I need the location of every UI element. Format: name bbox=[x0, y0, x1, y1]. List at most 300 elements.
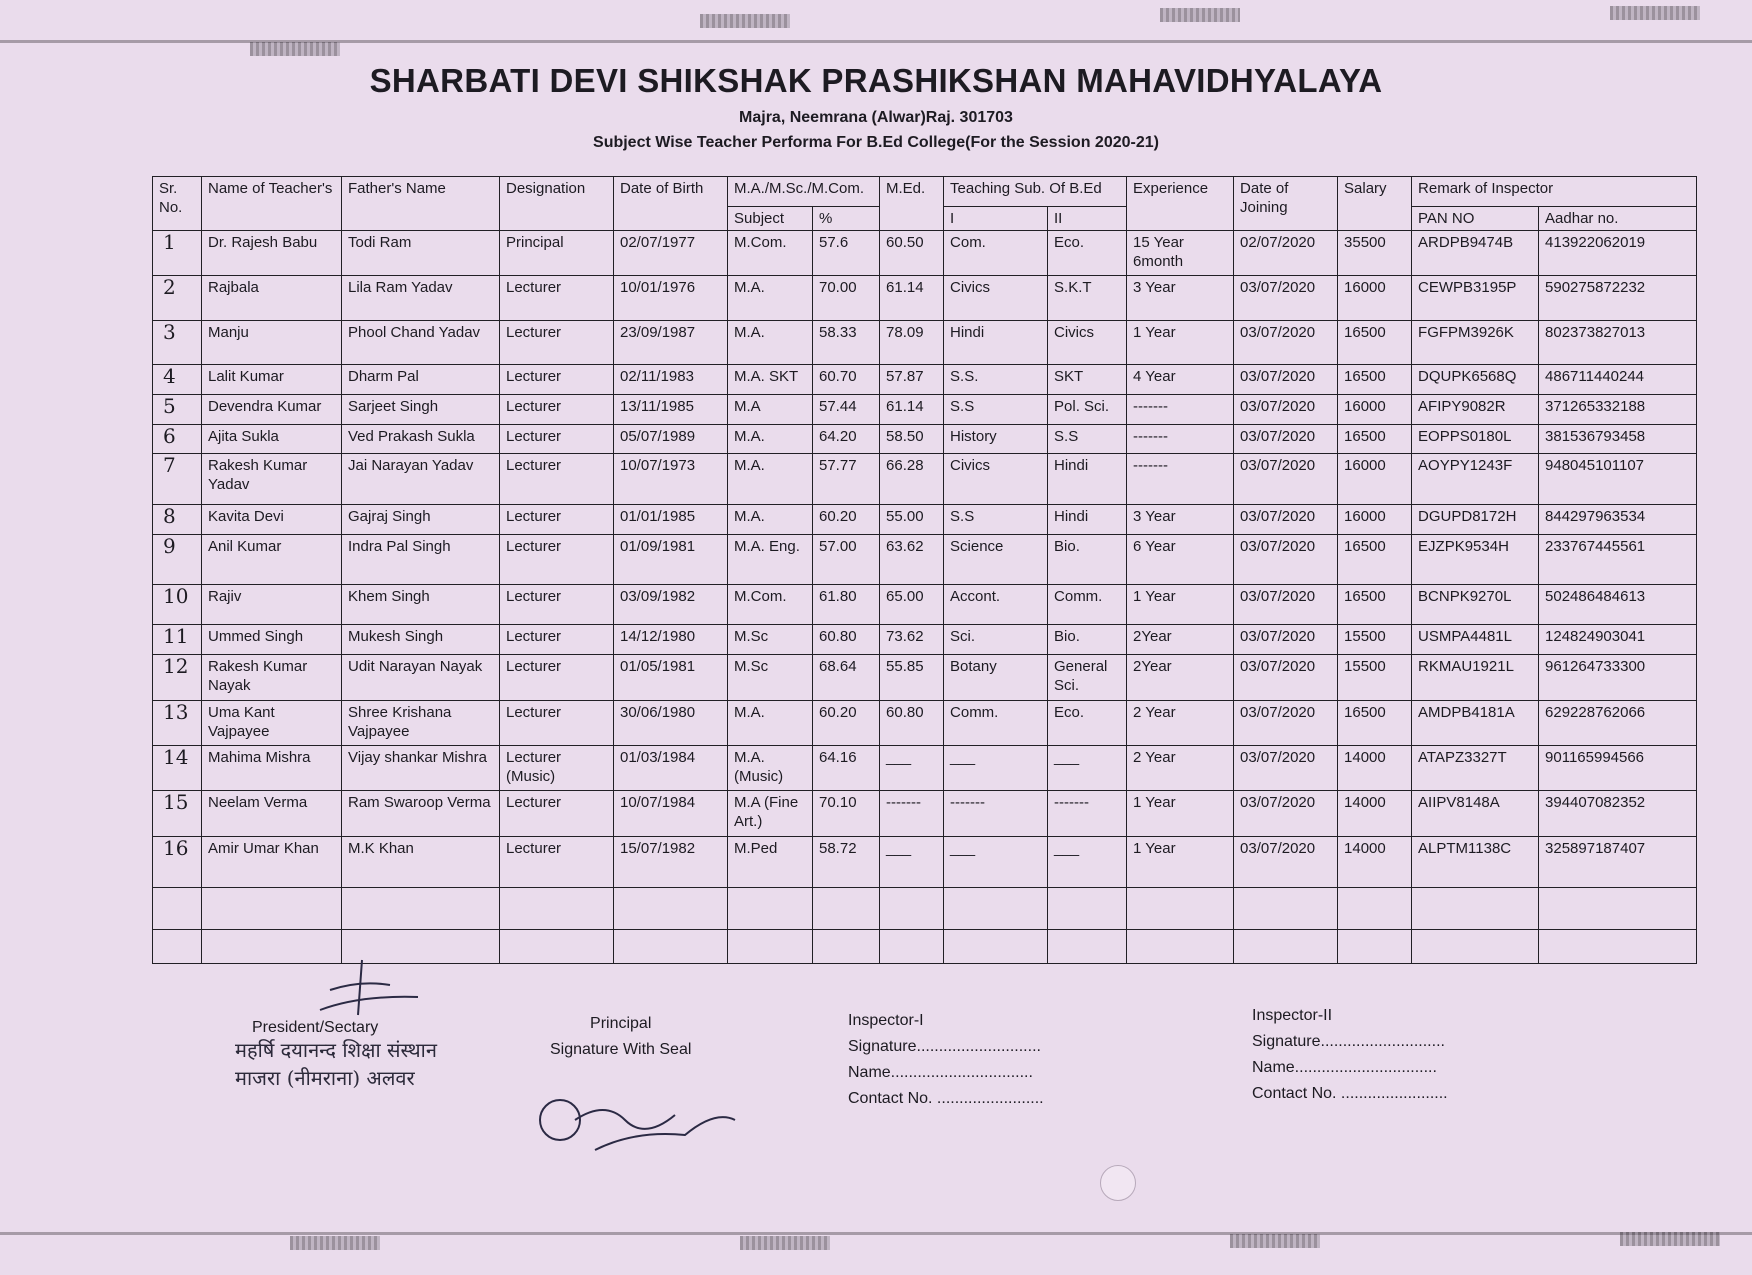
scan-smudge bbox=[1620, 1232, 1720, 1246]
pan-cell: RKMAU1921L bbox=[1412, 655, 1539, 700]
father-name-cell: M.K Khan bbox=[342, 836, 500, 887]
sr-cell: 4 bbox=[153, 365, 202, 395]
teaching-2-cell: Comm. bbox=[1048, 585, 1127, 625]
aadhar-cell: 901165994566 bbox=[1539, 746, 1697, 791]
teacher-name-cell: Ajita Sukla bbox=[202, 424, 342, 454]
inspector-1-title: Inspector-I bbox=[848, 1012, 924, 1029]
sr-cell: 7 bbox=[153, 454, 202, 505]
empty-cell bbox=[1234, 930, 1338, 964]
father-name-cell: Todi Ram bbox=[342, 231, 500, 276]
teaching-2-cell: Hindi bbox=[1048, 454, 1127, 505]
salary-cell: 14000 bbox=[1338, 791, 1412, 836]
teaching-1-cell: Comm. bbox=[944, 700, 1048, 745]
header-ma-percent: % bbox=[813, 207, 880, 231]
designation-cell: Lecturer bbox=[500, 504, 614, 534]
header-med: M.Ed. bbox=[880, 177, 944, 231]
father-name-cell: Ved Prakash Sukla bbox=[342, 424, 500, 454]
empty-cell bbox=[614, 887, 728, 929]
teaching-2-cell: Bio. bbox=[1048, 625, 1127, 655]
empty-cell bbox=[1048, 930, 1127, 964]
med-cell: 65.00 bbox=[880, 585, 944, 625]
empty-cell bbox=[880, 887, 944, 929]
med-cell: ___ bbox=[880, 746, 944, 791]
salary-cell: 14000 bbox=[1338, 746, 1412, 791]
scan-bottom-edge bbox=[0, 1232, 1752, 1235]
sr-cell: 9 bbox=[153, 534, 202, 585]
pan-cell: USMPA4481L bbox=[1412, 625, 1539, 655]
salary-cell: 16500 bbox=[1338, 424, 1412, 454]
ma-subject-cell: M.A. (Music) bbox=[728, 746, 813, 791]
header-teaching-group: Teaching Sub. Of B.Ed bbox=[944, 177, 1127, 207]
dob-cell: 01/05/1981 bbox=[614, 655, 728, 700]
scan-smudge bbox=[250, 42, 340, 56]
teaching-2-cell: S.K.T bbox=[1048, 276, 1127, 320]
header-remark-group: Remark of Inspector bbox=[1412, 177, 1697, 207]
scan-smudge bbox=[1610, 6, 1700, 20]
designation-cell: Lecturer bbox=[500, 534, 614, 585]
principal-sign-label: Signature With Seal bbox=[550, 1041, 692, 1058]
inspector-2-name: Name................................ bbox=[1252, 1059, 1437, 1076]
designation-cell: Lecturer bbox=[500, 365, 614, 395]
doj-cell: 03/07/2020 bbox=[1234, 365, 1338, 395]
ma-percent-cell: 58.72 bbox=[813, 836, 880, 887]
aadhar-cell: 948045101107 bbox=[1539, 454, 1697, 505]
sr-cell: 11 bbox=[153, 625, 202, 655]
med-cell: 61.14 bbox=[880, 394, 944, 424]
sr-cell: 6 bbox=[153, 424, 202, 454]
dob-cell: 30/06/1980 bbox=[614, 700, 728, 745]
pan-cell: BCNPK9270L bbox=[1412, 585, 1539, 625]
father-name-cell: Ram Swaroop Verma bbox=[342, 791, 500, 836]
ma-percent-cell: 60.20 bbox=[813, 700, 880, 745]
med-cell: 55.00 bbox=[880, 504, 944, 534]
salary-cell: 16000 bbox=[1338, 504, 1412, 534]
teacher-name-cell: Mahima Mishra bbox=[202, 746, 342, 791]
teaching-1-cell: Botany bbox=[944, 655, 1048, 700]
teacher-name-cell: Manju bbox=[202, 320, 342, 364]
doj-cell: 03/07/2020 bbox=[1234, 276, 1338, 320]
empty-cell bbox=[1338, 930, 1412, 964]
empty-cell bbox=[500, 930, 614, 964]
ma-percent-cell: 57.00 bbox=[813, 534, 880, 585]
ma-percent-cell: 57.77 bbox=[813, 454, 880, 505]
seal-line-1: महर्षि दयानन्द शिक्षा संस्थान bbox=[235, 1038, 437, 1062]
ma-subject-cell: M.A. bbox=[728, 504, 813, 534]
empty-cell bbox=[202, 887, 342, 929]
experience-cell: 6 Year bbox=[1127, 534, 1234, 585]
med-cell: 57.87 bbox=[880, 365, 944, 395]
table-row bbox=[153, 231, 1697, 276]
sr-cell: 2 bbox=[153, 276, 202, 320]
sr-cell: 14 bbox=[153, 746, 202, 791]
doj-cell: 03/07/2020 bbox=[1234, 791, 1338, 836]
med-cell: 60.80 bbox=[880, 700, 944, 745]
teacher-table bbox=[152, 176, 1697, 964]
scan-smudge bbox=[1230, 1234, 1320, 1248]
table-row bbox=[153, 394, 1697, 424]
dob-cell: 23/09/1987 bbox=[614, 320, 728, 364]
punch-hole bbox=[1100, 1165, 1136, 1201]
empty-cell bbox=[728, 930, 813, 964]
empty-cell bbox=[1412, 930, 1539, 964]
experience-cell: 1 Year bbox=[1127, 320, 1234, 364]
aadhar-cell: 961264733300 bbox=[1539, 655, 1697, 700]
pan-cell: DQUPK6568Q bbox=[1412, 365, 1539, 395]
aadhar-cell: 325897187407 bbox=[1539, 836, 1697, 887]
father-name-cell: Jai Narayan Yadav bbox=[342, 454, 500, 505]
empty-cell bbox=[728, 887, 813, 929]
salary-cell: 16000 bbox=[1338, 394, 1412, 424]
doj-cell: 03/07/2020 bbox=[1234, 504, 1338, 534]
doj-cell: 03/07/2020 bbox=[1234, 700, 1338, 745]
teaching-1-cell: S.S bbox=[944, 504, 1048, 534]
empty-cell bbox=[153, 887, 202, 929]
address-line: Majra, Neemrana (Alwar)Raj. 301703 bbox=[739, 109, 1013, 126]
pan-cell: FGFPM3926K bbox=[1412, 320, 1539, 364]
teaching-1-cell: Civics bbox=[944, 454, 1048, 505]
salary-cell: 16000 bbox=[1338, 276, 1412, 320]
empty-cell bbox=[813, 887, 880, 929]
principal-signature bbox=[535, 1090, 765, 1170]
father-name-cell: Vijay shankar Mishra bbox=[342, 746, 500, 791]
header-doj: Date of Joining bbox=[1234, 177, 1338, 231]
aadhar-cell: 413922062019 bbox=[1539, 231, 1697, 276]
table-row bbox=[153, 276, 1697, 320]
pan-cell: ALPTM1138C bbox=[1412, 836, 1539, 887]
ma-subject-cell: M.A. bbox=[728, 454, 813, 505]
doj-cell: 02/07/2020 bbox=[1234, 231, 1338, 276]
teaching-2-cell: Eco. bbox=[1048, 700, 1127, 745]
sr-cell: 13 bbox=[153, 700, 202, 745]
header-salary: Salary bbox=[1338, 177, 1412, 231]
salary-cell: 16500 bbox=[1338, 534, 1412, 585]
experience-cell: 1 Year bbox=[1127, 836, 1234, 887]
teaching-1-cell: ___ bbox=[944, 746, 1048, 791]
teaching-1-cell: S.S. bbox=[944, 365, 1048, 395]
salary-cell: 15500 bbox=[1338, 625, 1412, 655]
doj-cell: 03/07/2020 bbox=[1234, 424, 1338, 454]
father-name-cell: Gajraj Singh bbox=[342, 504, 500, 534]
aadhar-cell: 124824903041 bbox=[1539, 625, 1697, 655]
teaching-2-cell: SKT bbox=[1048, 365, 1127, 395]
header-father: Father's Name bbox=[342, 177, 500, 231]
ma-percent-cell: 70.10 bbox=[813, 791, 880, 836]
designation-cell: Lecturer bbox=[500, 320, 614, 364]
salary-cell: 16500 bbox=[1338, 320, 1412, 364]
empty-cell bbox=[880, 930, 944, 964]
principal-block bbox=[550, 1011, 691, 1063]
dob-cell: 01/03/1984 bbox=[614, 746, 728, 791]
dob-cell: 03/09/1982 bbox=[614, 585, 728, 625]
page-title: SHARBATI DEVI SHIKSHAK PRASHIKSHAN MAHAVIDHYALAYA bbox=[369, 62, 1383, 99]
father-name-cell: Udit Narayan Nayak bbox=[342, 655, 500, 700]
aadhar-cell: 233767445561 bbox=[1539, 534, 1697, 585]
teaching-1-cell: Civics bbox=[944, 276, 1048, 320]
table-row bbox=[153, 585, 1697, 625]
experience-cell: 2Year bbox=[1127, 625, 1234, 655]
teacher-name-cell: Ummed Singh bbox=[202, 625, 342, 655]
aadhar-cell: 486711440244 bbox=[1539, 365, 1697, 395]
aadhar-cell: 802373827013 bbox=[1539, 320, 1697, 364]
doj-cell: 03/07/2020 bbox=[1234, 836, 1338, 887]
principal-label: Principal bbox=[590, 1015, 652, 1032]
salary-cell: 16500 bbox=[1338, 700, 1412, 745]
institution-seal bbox=[235, 1036, 485, 1106]
ma-percent-cell: 57.44 bbox=[813, 394, 880, 424]
teaching-1-cell: Sci. bbox=[944, 625, 1048, 655]
pan-cell: ATAPZ3327T bbox=[1412, 746, 1539, 791]
father-name-cell: Phool Chand Yadav bbox=[342, 320, 500, 364]
ma-percent-cell: 57.6 bbox=[813, 231, 880, 276]
table-row bbox=[153, 504, 1697, 534]
empty-cell bbox=[614, 930, 728, 964]
ma-percent-cell: 68.64 bbox=[813, 655, 880, 700]
teaching-1-cell: ------- bbox=[944, 791, 1048, 836]
teacher-name-cell: Rakesh Kumar Nayak bbox=[202, 655, 342, 700]
sr-cell: 3 bbox=[153, 320, 202, 364]
ma-subject-cell: M.Sc bbox=[728, 625, 813, 655]
dob-cell: 02/11/1983 bbox=[614, 365, 728, 395]
experience-cell: 3 Year bbox=[1127, 276, 1234, 320]
ma-subject-cell: M.Sc bbox=[728, 655, 813, 700]
med-cell: 78.09 bbox=[880, 320, 944, 364]
table-row bbox=[153, 365, 1697, 395]
med-cell: 66.28 bbox=[880, 454, 944, 505]
teaching-2-cell: Hindi bbox=[1048, 504, 1127, 534]
ma-subject-cell: M.A. Eng. bbox=[728, 534, 813, 585]
inspector-1-contact: Contact No. ........................ bbox=[848, 1090, 1044, 1107]
header-aadhar: Aadhar no. bbox=[1539, 207, 1697, 231]
experience-cell: 15 Year 6month bbox=[1127, 231, 1234, 276]
ma-percent-cell: 70.00 bbox=[813, 276, 880, 320]
experience-cell: 4 Year bbox=[1127, 365, 1234, 395]
teaching-1-cell: S.S bbox=[944, 394, 1048, 424]
teaching-2-cell: Pol. Sci. bbox=[1048, 394, 1127, 424]
dob-cell: 10/07/1973 bbox=[614, 454, 728, 505]
scan-smudge bbox=[290, 1236, 380, 1250]
teaching-1-cell: ___ bbox=[944, 836, 1048, 887]
header-name: Name of Teacher's bbox=[202, 177, 342, 231]
header-experience: Experience bbox=[1127, 177, 1234, 231]
scan-smudge bbox=[700, 14, 790, 28]
salary-cell: 15500 bbox=[1338, 655, 1412, 700]
ma-subject-cell: M.A. bbox=[728, 320, 813, 364]
inspector-1-block bbox=[848, 1008, 1044, 1112]
teacher-name-cell: Rajiv bbox=[202, 585, 342, 625]
inspector-1-name: Name................................ bbox=[848, 1064, 1033, 1081]
seal-line-2: माजरा (नीमराना) अलवर bbox=[235, 1066, 415, 1090]
table-row bbox=[153, 534, 1697, 585]
teacher-name-cell: Uma Kant Vajpayee bbox=[202, 700, 342, 745]
med-cell: 73.62 bbox=[880, 625, 944, 655]
doj-cell: 03/07/2020 bbox=[1234, 585, 1338, 625]
table-row bbox=[153, 454, 1697, 505]
designation-cell: Lecturer (Music) bbox=[500, 746, 614, 791]
scan-smudge bbox=[740, 1236, 830, 1250]
father-name-cell: Khem Singh bbox=[342, 585, 500, 625]
aadhar-cell: 629228762066 bbox=[1539, 700, 1697, 745]
table-row-empty bbox=[153, 887, 1697, 929]
ma-subject-cell: M.A. bbox=[728, 424, 813, 454]
aadhar-cell: 394407082352 bbox=[1539, 791, 1697, 836]
ma-percent-cell: 60.80 bbox=[813, 625, 880, 655]
ma-subject-cell: M.A. bbox=[728, 276, 813, 320]
doj-cell: 03/07/2020 bbox=[1234, 394, 1338, 424]
empty-cell bbox=[1127, 887, 1234, 929]
teaching-2-cell: General Sci. bbox=[1048, 655, 1127, 700]
teacher-name-cell: Lalit Kumar bbox=[202, 365, 342, 395]
sr-cell: 16 bbox=[153, 836, 202, 887]
ma-percent-cell: 61.80 bbox=[813, 585, 880, 625]
teaching-1-cell: Science bbox=[944, 534, 1048, 585]
teacher-name-cell: Rajbala bbox=[202, 276, 342, 320]
empty-cell bbox=[1539, 887, 1697, 929]
ma-subject-cell: M.Ped bbox=[728, 836, 813, 887]
experience-cell: 2Year bbox=[1127, 655, 1234, 700]
empty-cell bbox=[944, 887, 1048, 929]
scan-smudge bbox=[1160, 8, 1240, 22]
sr-cell: 8 bbox=[153, 504, 202, 534]
header-dob: Date of Birth bbox=[614, 177, 728, 231]
salary-cell: 16000 bbox=[1338, 454, 1412, 505]
salary-cell: 16500 bbox=[1338, 365, 1412, 395]
empty-cell bbox=[1127, 930, 1234, 964]
pan-cell: EOPPS0180L bbox=[1412, 424, 1539, 454]
teaching-2-cell: ___ bbox=[1048, 746, 1127, 791]
dob-cell: 13/11/1985 bbox=[614, 394, 728, 424]
designation-cell: Lecturer bbox=[500, 836, 614, 887]
teacher-name-cell: Neelam Verma bbox=[202, 791, 342, 836]
aadhar-cell: 371265332188 bbox=[1539, 394, 1697, 424]
aadhar-cell: 844297963534 bbox=[1539, 504, 1697, 534]
sr-cell: 1 bbox=[153, 231, 202, 276]
pan-cell: DGUPD8172H bbox=[1412, 504, 1539, 534]
salary-cell: 16500 bbox=[1338, 585, 1412, 625]
empty-cell bbox=[813, 930, 880, 964]
table-row bbox=[153, 700, 1697, 745]
empty-cell bbox=[1338, 887, 1412, 929]
empty-cell bbox=[1048, 887, 1127, 929]
header-teaching-1: I bbox=[944, 207, 1048, 231]
table-row bbox=[153, 625, 1697, 655]
designation-cell: Lecturer bbox=[500, 394, 614, 424]
teaching-1-cell: History bbox=[944, 424, 1048, 454]
header-ma-group: M.A./M.Sc./M.Com. bbox=[728, 177, 880, 207]
empty-cell bbox=[944, 930, 1048, 964]
doj-cell: 03/07/2020 bbox=[1234, 625, 1338, 655]
father-name-cell: Mukesh Singh bbox=[342, 625, 500, 655]
ma-subject-cell: M.A. SKT bbox=[728, 365, 813, 395]
teacher-name-cell: Amir Umar Khan bbox=[202, 836, 342, 887]
sr-cell: 12 bbox=[153, 655, 202, 700]
pan-cell: AFIPY9082R bbox=[1412, 394, 1539, 424]
pan-cell: ARDPB9474B bbox=[1412, 231, 1539, 276]
ma-subject-cell: M.A bbox=[728, 394, 813, 424]
pan-cell: EJZPK9534H bbox=[1412, 534, 1539, 585]
teacher-name-cell: Dr. Rajesh Babu bbox=[202, 231, 342, 276]
pan-cell: AIIPV8148A bbox=[1412, 791, 1539, 836]
designation-cell: Principal bbox=[500, 231, 614, 276]
ma-percent-cell: 64.16 bbox=[813, 746, 880, 791]
empty-cell bbox=[153, 930, 202, 964]
designation-cell: Lecturer bbox=[500, 700, 614, 745]
doj-cell: 03/07/2020 bbox=[1234, 454, 1338, 505]
teacher-name-cell: Anil Kumar bbox=[202, 534, 342, 585]
ma-percent-cell: 60.20 bbox=[813, 504, 880, 534]
inspector-2-block bbox=[1252, 1003, 1448, 1107]
dob-cell: 05/07/1989 bbox=[614, 424, 728, 454]
dob-cell: 14/12/1980 bbox=[614, 625, 728, 655]
teaching-2-cell: Eco. bbox=[1048, 231, 1127, 276]
header-ma-subject: Subject bbox=[728, 207, 813, 231]
teacher-name-cell: Devendra Kumar bbox=[202, 394, 342, 424]
teaching-2-cell: ------- bbox=[1048, 791, 1127, 836]
table-row bbox=[153, 655, 1697, 700]
designation-cell: Lecturer bbox=[500, 791, 614, 836]
experience-cell: 1 Year bbox=[1127, 585, 1234, 625]
inspector-1-signature: Signature............................ bbox=[848, 1038, 1041, 1055]
doj-cell: 03/07/2020 bbox=[1234, 320, 1338, 364]
header-teaching-2: II bbox=[1048, 207, 1127, 231]
father-name-cell: Sarjeet Singh bbox=[342, 394, 500, 424]
inspector-2-contact: Contact No. ........................ bbox=[1252, 1085, 1448, 1102]
ma-subject-cell: M.A (Fine Art.) bbox=[728, 791, 813, 836]
sr-cell: 15 bbox=[153, 791, 202, 836]
dob-cell: 15/07/1982 bbox=[614, 836, 728, 887]
med-cell: 58.50 bbox=[880, 424, 944, 454]
designation-cell: Lecturer bbox=[500, 625, 614, 655]
salary-cell: 35500 bbox=[1338, 231, 1412, 276]
table-row bbox=[153, 320, 1697, 364]
header-designation: Designation bbox=[500, 177, 614, 231]
president-label: President/Sectary bbox=[252, 1019, 379, 1036]
teaching-1-cell: Hindi bbox=[944, 320, 1048, 364]
aadhar-cell: 590275872232 bbox=[1539, 276, 1697, 320]
designation-cell: Lecturer bbox=[500, 454, 614, 505]
header-pan: PAN NO bbox=[1412, 207, 1539, 231]
experience-cell: 3 Year bbox=[1127, 504, 1234, 534]
teaching-2-cell: S.S bbox=[1048, 424, 1127, 454]
salary-cell: 14000 bbox=[1338, 836, 1412, 887]
dob-cell: 10/07/1984 bbox=[614, 791, 728, 836]
teaching-2-cell: Bio. bbox=[1048, 534, 1127, 585]
med-cell: ___ bbox=[880, 836, 944, 887]
ma-subject-cell: M.Com. bbox=[728, 585, 813, 625]
teaching-2-cell: Civics bbox=[1048, 320, 1127, 364]
inspector-2-title: Inspector-II bbox=[1252, 1007, 1333, 1024]
designation-cell: Lecturer bbox=[500, 655, 614, 700]
experience-cell: 2 Year bbox=[1127, 700, 1234, 745]
aadhar-cell: 502486484613 bbox=[1539, 585, 1697, 625]
header-sr: Sr. No. bbox=[153, 177, 202, 231]
sr-cell: 5 bbox=[153, 394, 202, 424]
experience-cell: ------- bbox=[1127, 394, 1234, 424]
teacher-name-cell: Rakesh Kumar Yadav bbox=[202, 454, 342, 505]
father-name-cell: Indra Pal Singh bbox=[342, 534, 500, 585]
med-cell: 60.50 bbox=[880, 231, 944, 276]
doj-cell: 03/07/2020 bbox=[1234, 746, 1338, 791]
father-name-cell: Shree Krishana Vajpayee bbox=[342, 700, 500, 745]
experience-cell: ------- bbox=[1127, 424, 1234, 454]
ma-percent-cell: 58.33 bbox=[813, 320, 880, 364]
table-row bbox=[153, 424, 1697, 454]
pan-cell: AOYPY1243F bbox=[1412, 454, 1539, 505]
empty-cell bbox=[1412, 887, 1539, 929]
teaching-1-cell: Accont. bbox=[944, 585, 1048, 625]
doj-cell: 03/07/2020 bbox=[1234, 534, 1338, 585]
pan-cell: CEWPB3195P bbox=[1412, 276, 1539, 320]
ma-percent-cell: 60.70 bbox=[813, 365, 880, 395]
